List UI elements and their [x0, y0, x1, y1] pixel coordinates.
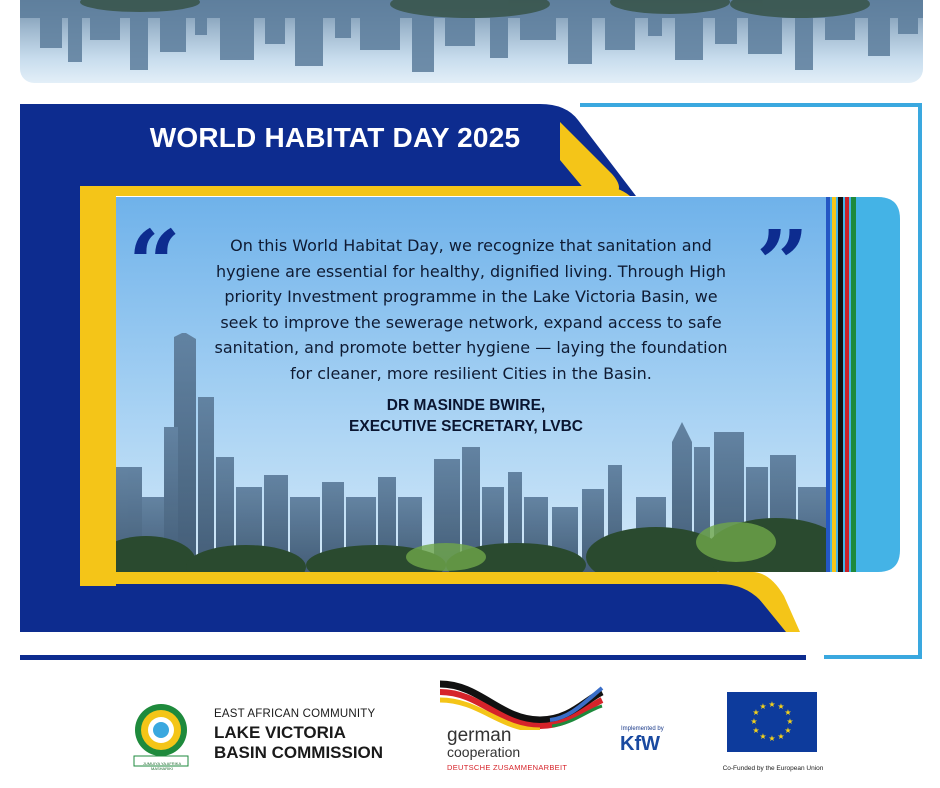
sky-blue-side-block [826, 197, 900, 572]
giz-line3: DEUTSCHE ZUSAMMENARBEIT [447, 763, 568, 772]
svg-text:★: ★ [784, 708, 792, 717]
yellow-left-frame [80, 186, 116, 586]
svg-text:★: ★ [759, 732, 767, 741]
eac-seal-motto: JUMUIYA YA AFRIKA MASHARIKI [142, 761, 182, 771]
eac-line3: BASIN COMMISSION [214, 743, 384, 762]
svg-text:★: ★ [768, 700, 776, 709]
kfw-implemented-label: Implemented by [621, 726, 664, 732]
svg-text:★: ★ [784, 726, 792, 735]
author-title: EXECUTIVE SECRETARY, LVBC [349, 418, 583, 435]
close-quote-icon: ” [756, 210, 809, 318]
svg-text:★: ★ [786, 717, 794, 726]
eac-line2: LAKE VICTORIA [214, 723, 346, 742]
eu-caption: Co-Funded by the European Union [722, 765, 824, 772]
svg-text:★: ★ [752, 726, 760, 735]
giz-line2: cooperation [447, 744, 521, 760]
svg-text:★: ★ [768, 734, 776, 743]
stripe-blue [826, 197, 830, 572]
yellow-top-band [80, 186, 630, 196]
eac-line1: EAST AFRICAN COMMUNITY [214, 708, 376, 720]
giz-line1: german [447, 725, 512, 746]
kfw-logo-text: KfW [620, 733, 660, 755]
stripe-black [838, 197, 843, 572]
eu-flag-icon [727, 692, 817, 752]
author-name: DR MASINDE BWIRE, [386, 397, 546, 414]
banner-title: WORLD HABITAT DAY 2025 [149, 122, 521, 153]
eac-seal-icon [130, 698, 192, 768]
svg-text:★: ★ [750, 717, 758, 726]
open-quote-icon: “ [128, 210, 181, 318]
stripe-green [851, 197, 856, 572]
navy-left-column [20, 186, 80, 632]
quote-text: On this World Habitat Day, we recognize that sanitation and hygiene are essential for healthy, dignified living. Through High priority Investment programme in the Lake Victoria Basin, we seek to improve the sewerage network, expand access to safe sanitation, and promote better hygiene — laying the foundation for cleaner, more resilient Cities in the Basin. [214, 236, 728, 383]
svg-text:★: ★ [752, 708, 760, 717]
german-cooperation-ribbon-icon [440, 680, 605, 730]
stripe-red [845, 197, 849, 572]
stripe-yellow [832, 197, 836, 572]
svg-text:★: ★ [759, 702, 767, 711]
svg-text:★: ★ [777, 732, 785, 741]
svg-text:★: ★ [777, 702, 785, 711]
